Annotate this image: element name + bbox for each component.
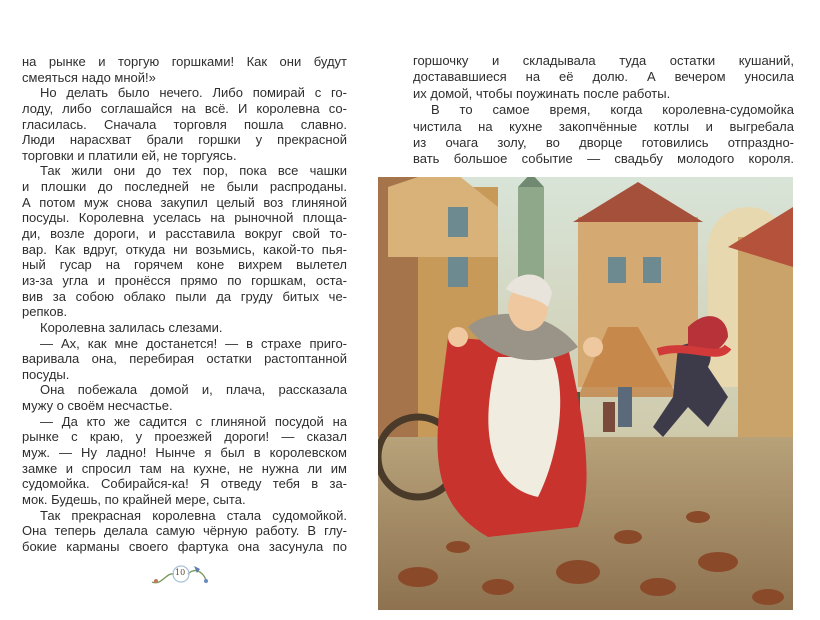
text-line: достававшиеся на её долю. А вечером уносила — [413, 69, 794, 85]
text-line: рынке с краю, у проезжей дороги! — сказал — [22, 429, 347, 445]
text-line: — Ах, как мне достанется! — в страхе приго- — [40, 335, 347, 351]
text-line: Королевна залилась слезами. — [40, 319, 223, 335]
text-line: А потом муж снова закупил целый воз глиняной — [22, 194, 347, 210]
text-line: их домой, чтобы поужинать после работы. — [413, 85, 671, 101]
text-line: ный гусар на горячем коне вихрем вылетел — [22, 257, 347, 273]
page-number-ornament — [148, 562, 214, 588]
text-line: посуды. Королевна уселась на рыночной площа- — [22, 210, 347, 226]
text-line: В то самое время, когда королевна-судомойка — [431, 102, 794, 118]
fairy-tale-illustration — [378, 177, 793, 610]
text-line: Так прекрасная королевна стала судомойкой. — [40, 507, 347, 523]
right-page-text — [413, 53, 794, 168]
text-line: из очага золу, во дворце готовились отпраздно- — [413, 134, 794, 150]
text-line: чистила на кухне закопчённые котлы и выгребала — [413, 118, 794, 134]
text-line: смеяться надо мной!» — [22, 69, 156, 85]
text-line: Так жили они до тех пор, пока все чашки — [40, 163, 347, 179]
text-line: Люди нарасхват брали горшки у прекрасной — [22, 132, 347, 148]
text-line: судомойка. Собирайся-ка! Я отведу тебя в за- — [22, 476, 347, 492]
text-line: гласилась. Сначала торговля пошла славно. — [22, 116, 347, 132]
text-line: Но делать было нечего. Либо помирай с го- — [40, 85, 347, 101]
text-line: посуды. — [22, 366, 70, 382]
text-line: торговки и платили ей, не торгуясь. — [22, 147, 237, 163]
text-line: Она побежала домой и, плача, рассказала — [40, 382, 347, 398]
text-line: лоду, либо соглашайся на всё. И королевна со- — [22, 100, 347, 116]
text-line: вар. Как вдруг, откуда ни возьмись, какой-то пья- — [22, 241, 347, 257]
text-line: ди, возле дороги, и расставила вокруг свой то- — [22, 226, 347, 242]
text-line: репков. — [22, 304, 68, 320]
text-line: горшочку и складывала туда остатки кушаний, — [413, 53, 794, 68]
page-number: 10 — [175, 568, 186, 577]
left-page-text — [22, 54, 347, 555]
text-line: Она теперь делала самую чёрную работу. В глу- — [22, 523, 347, 539]
text-line: из-за угла и пронёсся прямо по горшкам, оста- — [22, 272, 347, 288]
text-line: на рынке и торгую горшками! Как они будут — [22, 54, 347, 69]
text-line: муж. — Ну ладно! Нынче я был в королевском — [22, 445, 347, 461]
text-line: вать большое событие — свадьбу молодого короля. — [413, 151, 794, 167]
text-line: бокие карманы своего фартука она засунула по — [22, 538, 347, 554]
text-line: мужу о своём несчастье. — [22, 398, 173, 414]
text-line: и плошки до последней не были распроданы. — [22, 179, 347, 195]
text-line: вив за собою облако пыли да груду битых че- — [22, 288, 347, 304]
text-line: варивала она, перебирая остатки растоптанной — [22, 351, 347, 367]
text-line: замке и спросил там на кухне, не нужна ли им — [22, 460, 347, 476]
text-line: — Да кто же садится с глиняной посудой на — [40, 413, 347, 429]
text-line: мок. Будешь, по крайней мере, сыта. — [22, 491, 246, 507]
